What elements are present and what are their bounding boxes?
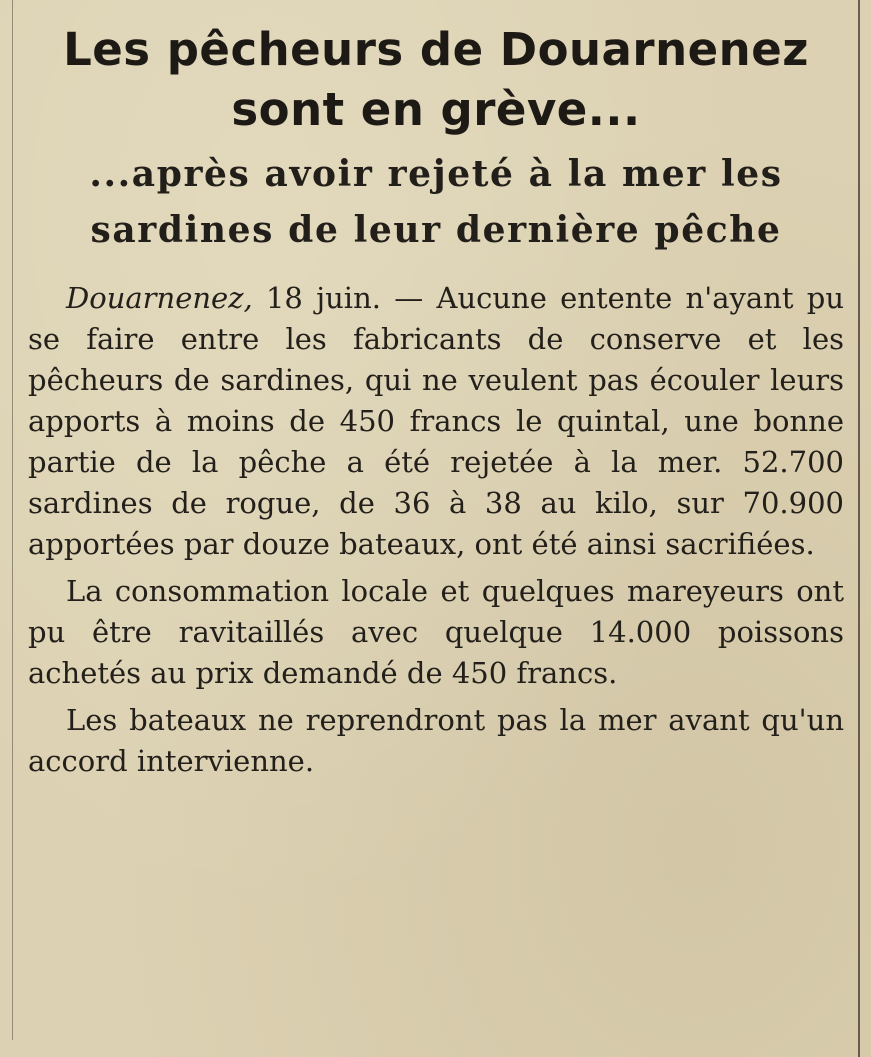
right-column-rule bbox=[858, 0, 860, 1057]
article-paragraph-3: Les bateaux ne reprendront pas la mer avant qu'un accord intervienne. bbox=[28, 703, 844, 778]
article-paragraph-2: La consommation locale et quelques mareyeurs ont pu être ravitaillés avec quelque 14.000 poissons achetés au prix demandé de 450 francs. bbox=[28, 574, 844, 690]
left-column-rule bbox=[12, 0, 13, 1040]
article-paragraph-1 bbox=[28, 278, 844, 565]
article-headline: Les pêcheurs de Douarnenez sont en grève... bbox=[63, 23, 809, 136]
paragraph-1-text: 18 juin. — Aucune entente n'ayant pu se faire entre les fabricants de conserve et les pêcheurs de sardines, qui ne veulent pas écouler leurs apports à moins de 450 francs le quintal, une bonne partie de la pêche a été rejetée à la mer. 52.700 sardines de rogue, de 36 à 38 au kilo, sur 70.900 apportées par douze bateaux, ont été ainsi sacrifiées. bbox=[28, 281, 844, 561]
article-subheadline: ...après avoir rejeté à la mer les sardines de leur dernière pêche bbox=[89, 153, 783, 251]
dateline-place: Douarnenez, bbox=[66, 281, 253, 315]
article-body bbox=[28, 278, 844, 782]
news-article bbox=[28, 20, 844, 782]
